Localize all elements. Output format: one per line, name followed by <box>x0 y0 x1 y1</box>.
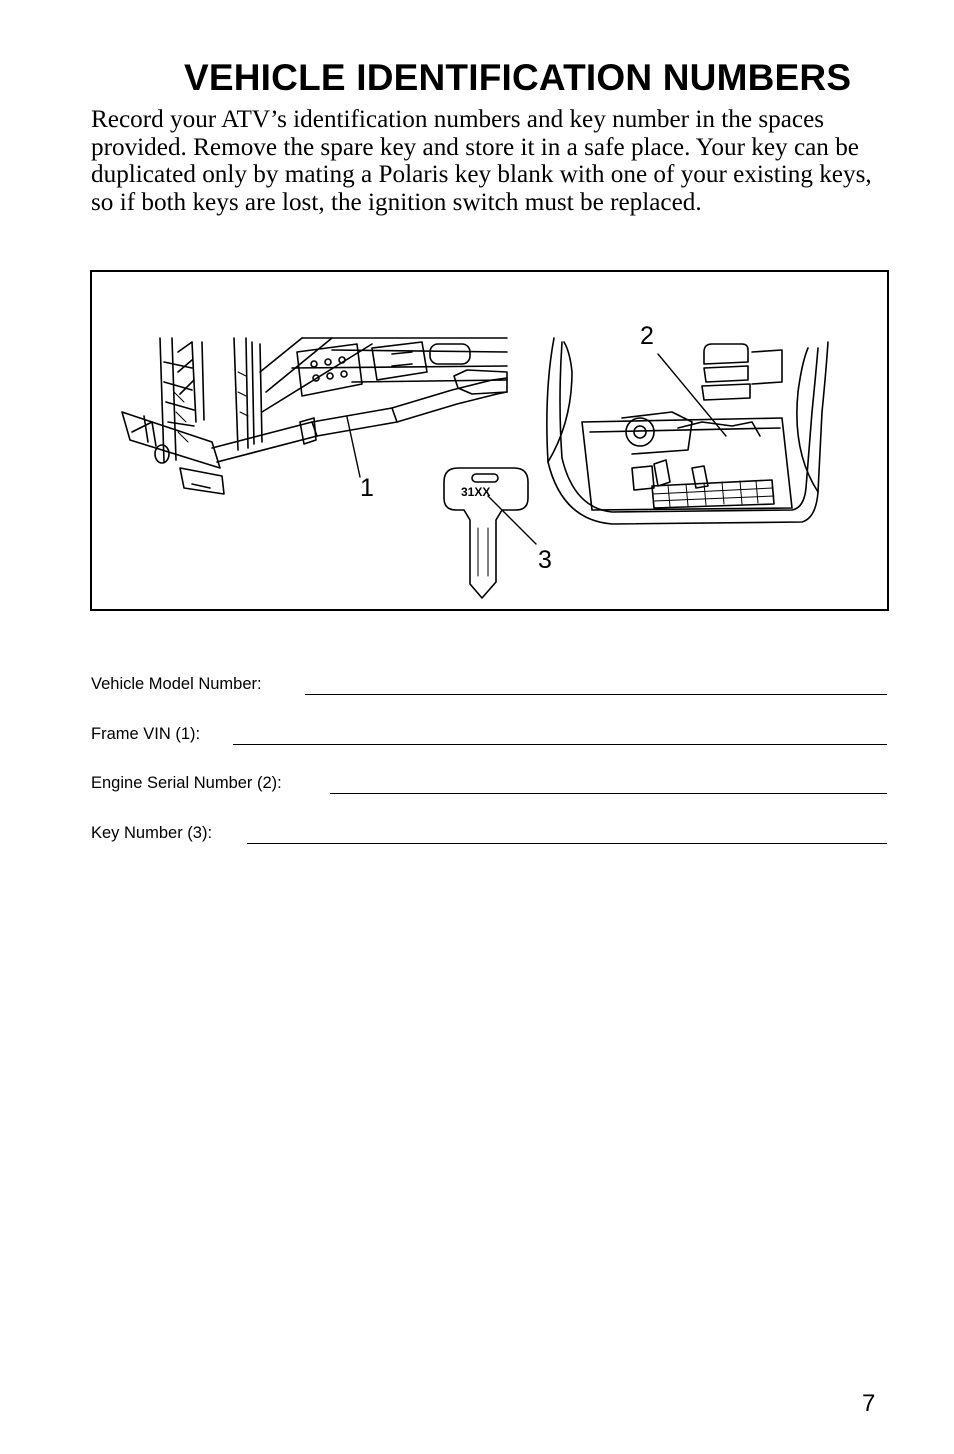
key-number-row <box>91 822 887 846</box>
frame-vin-row <box>91 723 887 747</box>
engine-serial-blank[interactable] <box>330 793 887 794</box>
engine-serial-row <box>91 772 887 796</box>
key-number-blank[interactable] <box>247 843 887 844</box>
engine-serial-label: Engine Serial Number (2): <box>91 774 282 792</box>
vehicle-model-row <box>91 673 887 697</box>
vehicle-model-blank[interactable] <box>305 694 887 695</box>
engine-drawing <box>547 338 828 524</box>
key-number-label: Key Number (3): <box>91 824 213 842</box>
callout-2: 2 <box>640 322 654 350</box>
callout-3: 3 <box>538 546 552 574</box>
callout-1: 1 <box>360 474 374 502</box>
identification-figure <box>90 270 889 611</box>
atv-illustration <box>92 272 887 609</box>
page-number: 7 <box>862 1390 876 1417</box>
vehicle-model-label: Vehicle Model Number: <box>91 675 262 693</box>
key-stamp: 31XX <box>461 485 491 499</box>
intro-paragraph: Record your ATV’s identification numbers and key number in the spaces provided. Remove the spare key and store it in a safe place. Your key can be duplicated only by mating a Polaris key blank with one of your existing keys, so if both keys are lost, the ignition switch must be replaced. <box>91 106 872 216</box>
frame-vin-label: Frame VIN (1): <box>91 725 201 743</box>
page-title: VEHICLE IDENTIFICATION NUMBERS <box>184 57 852 98</box>
frame-vin-blank[interactable] <box>233 744 887 745</box>
